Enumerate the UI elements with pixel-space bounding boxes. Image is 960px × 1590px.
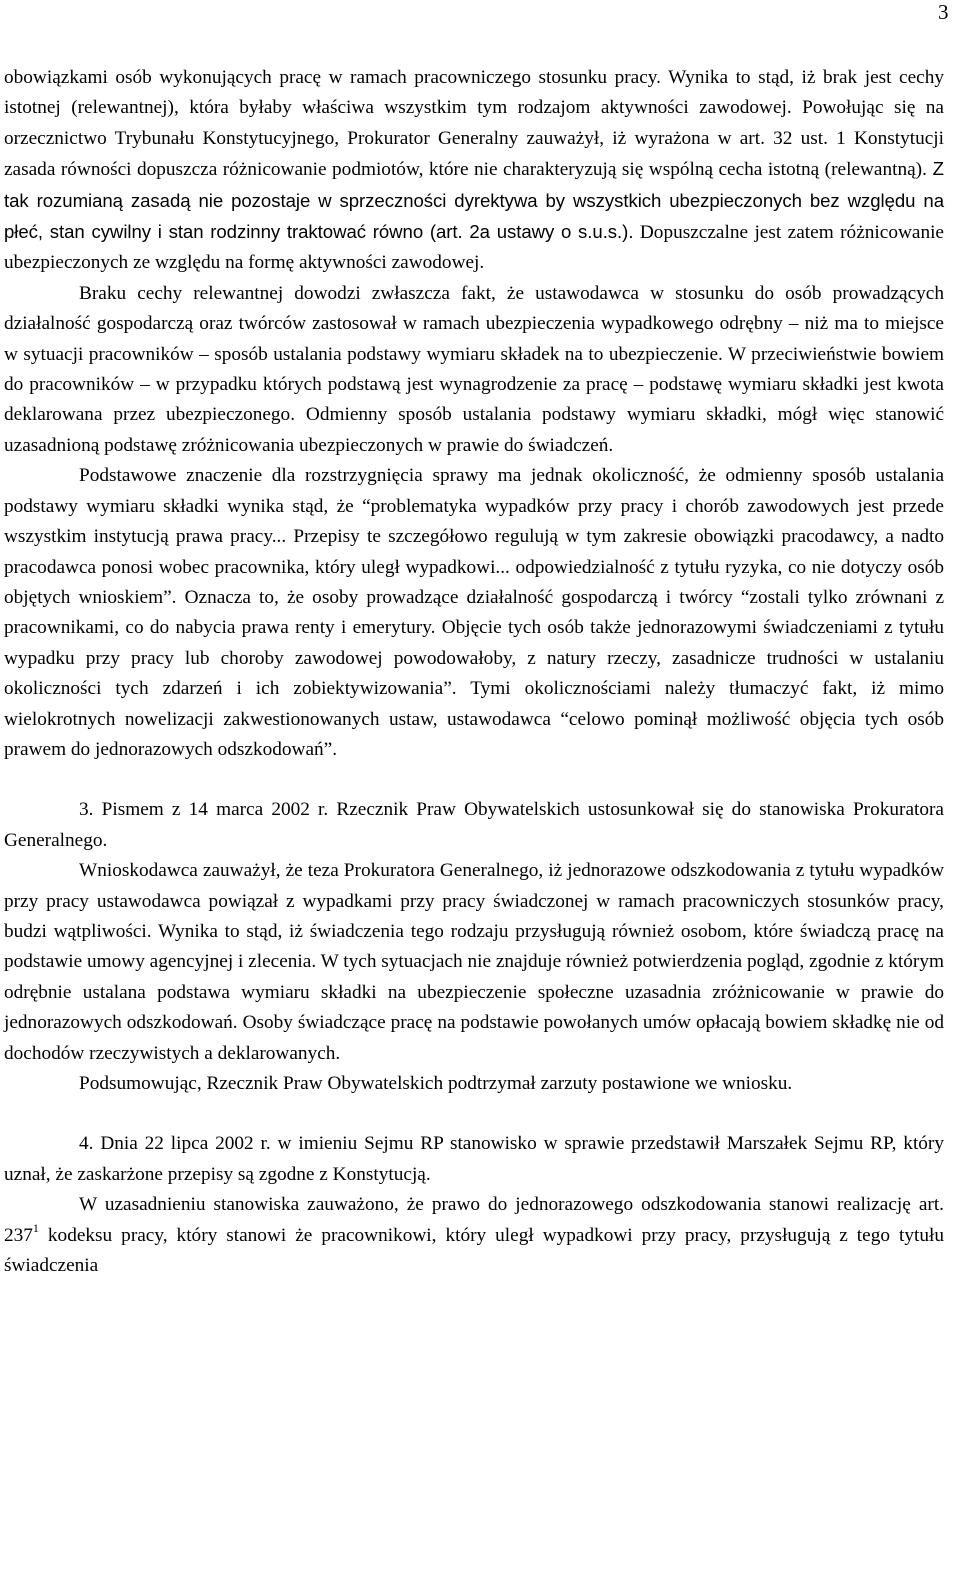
paragraph-text-sans: Z tak rozumianą zasadą nie pozostaje w sprzeczności dyrektywa by wszystkich ubezpieczonych bez względu na płeć, stan cywilny i stan rodzinny traktować równo (art. 2a ustawy o s.u.s.). — [4, 158, 944, 243]
paragraph-text: W uzasadnieniu stanowiska zauważono, że prawo do jednorazowego odszkodowania stanowi realizację art. 237 — [4, 1194, 944, 1246]
paragraph: Braku cechy relewantnej dowodzi zwłaszcza fakt, że ustawodawca w stosunku do osób prowadzących działalność gospodarczą oraz twórców zastosował w ramach ubezpieczenia wypadkowego odrębny – niż ma to miejsce w sytuacji pracowników – sposób ustalania podstawy wymiaru składek na to ubezpieczenie. W przeciwieństwie bowiem do pracowników – w przypadku których podstawą jest wynagrodzenie za pracę – podstawę wymiaru składki jest kwota deklarowana przez ubezpieczonego. Odmienny sposób ustalania podstawy wymiaru składki, mógł więc stanowić uzasadnioną podstawę zróżnicowania ubezpieczonych w prawie do świadczeń. — [4, 282, 944, 456]
section-gap — [4, 1099, 944, 1129]
paragraph-text: obowiązkami osób wykonujących pracę w ramach pracowniczego stosunku pracy. Wynika to stąd, iż brak jest cechy istotnej (relewantnej), która byłaby właściwa wszystkim tym rodzajom aktywności zawodowej. Powołując się na orzecznictwo Trybunału Konstytucyjnego, Prokurator Generalny zauważył, iż wyrażona w art. 32 ust. 1 Konstytucji zasada równości dopuszcza różnicowanie podmiotów, które nie charakteryzują się wspólną cecha istotną (relewantną). — [4, 67, 944, 181]
paragraph: Podsumowując, Rzecznik Praw Obywatelskich podtrzymał zarzuty postawione we wniosku. — [79, 1073, 793, 1094]
paragraph-text: kodeksu pracy, który stanowi że pracownikowi, który uległ wypadkowi przy pracy, przysługują z tego tytułu świadczenia — [4, 1224, 944, 1277]
section-heading-paragraph: 3. Pismem z 14 marca 2002 r. Rzecznik Praw Obywatelskich ustosunkował się do stanowiska Prokuratora Generalnego. — [4, 799, 944, 851]
section-gap — [4, 765, 944, 795]
section-heading-paragraph: 4. Dnia 22 lipca 2002 r. w imieniu Sejmu RP stanowisko w sprawie przedstawił Marszałek Sejmu RP, który uznał, że zaskarżone przepisy są zgodne z Konstytucją. — [4, 1133, 944, 1185]
paragraph-text: Dopuszczalne jest zatem różnicowanie ubezpieczonych ze względu na formę aktywności zawodowej. — [4, 222, 944, 274]
paragraph — [4, 1190, 944, 1281]
paragraph: Wnioskodawca zauważył, że teza Prokuratora Generalnego, iż jednorazowe odszkodowania z tytułu wypadków przy pracy ustawodawca powiązał z wypadkami przy pracy świadczonej w ramach pracowniczych stosunków pracy, budzi wątpliwości. Wynika to stąd, iż świadczenia tego rodzaju przysługują również osobom, które świadczą pracę na podstawie umowy agencyjnej i zlecenia. W tych sytuacjach nie znajduje również potwierdzenia pogląd, zgodnie z którym odrębnie ustalana podstawa wymiaru składki na ubezpieczenie społeczne uzasadnia zróżnicowanie w prawie do jednorazowych odszkodowań. Osoby świadczące pracę na podstawie powołanych umów opłacają bowiem składkę nie od dochodów rzeczywistych a deklarowanych. — [4, 860, 944, 1064]
document-body — [4, 63, 944, 1281]
article-superscript: 1 — [32, 1220, 39, 1235]
page-number: 3 — [938, 0, 949, 24]
paragraph-continuation — [4, 63, 944, 279]
paragraph: Podstawowe znaczenie dla rozstrzygnięcia sprawy ma jednak okoliczność, że odmienny sposób ustalania podstawy wymiaru składki wynika stąd, że “problematyka wypadków przy pracy i chorób zawodowych jest przede wszystkim instytucją prawa pracy... Przepisy te szczegółowo regulują w tym zakresie obowiązki pracodawcy, a nadto pracodawca ponosi wobec pracownika, który uległ wypadkowi... odpowiedzialność z tytułu ryzyka, co nie dotyczy osób objętych wnioskiem”. Oznacza to, że osoby prowadzące działalność gospodarczą i twórcy “zostali tylko zrównani z pracownikami, co do nabycia prawa renty i emerytury. Objęcie tych osób także jednorazowymi świadczeniami z tytułu wypadku przy pracy lub choroby zawodowej powodowałoby, z natury rzeczy, zasadnicze trudności w ustalaniu okoliczności tych zdarzeń i ich zobiektywizowania”. Tymi okolicznościami należy tłumaczyć fakt, iż mimo wielokrotnych nowelizacji zakwestionowanych ustaw, ustawodawca “celowo pominął możliwość objęcia tych osób prawem do jednorazowych odszkodowań”. — [4, 465, 944, 760]
